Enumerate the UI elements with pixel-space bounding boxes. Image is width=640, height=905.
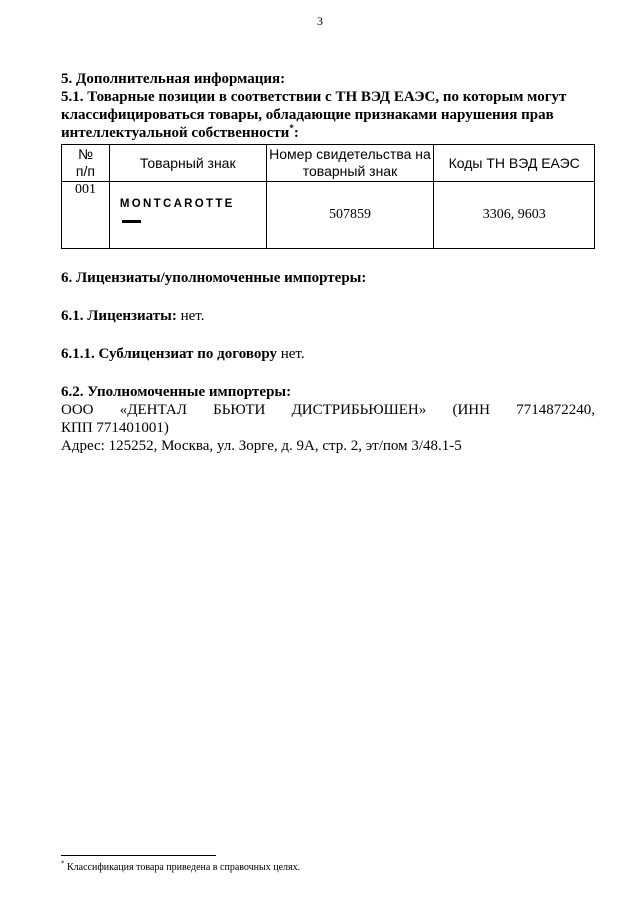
section-6-1-1-value: нет. [276,346,305,362]
trademark-logo-underline [122,220,141,223]
section-6-1-value: нет. [176,308,205,324]
section-6-1-1-label: 6.1.1. Сублицензиат по договору [61,346,277,362]
importer-line-1 [61,401,595,419]
tnved-codes: 3306, 9603 [434,182,595,249]
importer-word-5: (ИНН [452,402,490,418]
footnote-reference: * [289,123,294,133]
header-number-line-1: № [77,146,93,162]
section-5-1-line-3 [61,124,595,142]
page-number: 3 [317,14,323,28]
header-trademark: Товарный знак [109,145,266,182]
importer-word-4: ДИСТРИБЬЮШЕН» [291,402,427,418]
footnote-text: Классификация товара приведена в справочных целях. [64,862,301,873]
section-5-title: 5. Дополнительная информация: [61,71,286,87]
importer-word-6: 7714872240, [516,402,595,418]
table-row [62,182,595,249]
table-header-row [62,145,595,182]
trademark-table [61,144,595,249]
section-5-1-line-3-text: интеллектуальной собственности [61,125,290,141]
footnote-mark: * [61,859,65,868]
section-5-1-line-2: классифицироваться товары, обладающие признаками нарушения прав [61,107,554,123]
document-body [61,70,595,455]
importer-word-3: БЬЮТИ [213,402,266,418]
certificate-number: 507859 [266,182,434,249]
trademark-logo [109,182,266,249]
section-6-1-label: 6.1. Лицензиаты: [61,308,177,324]
section-6-2-title: 6.2. Уполномоченные импортеры: [61,384,292,400]
row-number: 001 [62,182,110,249]
header-certificate [266,145,434,182]
header-certificate-line-1: Номер свидетельства на [269,146,431,162]
header-number [62,145,110,182]
header-certificate-line-2: товарный знак [302,163,398,179]
section-5-1-line-1: 5.1. Товарные позиции в соответствии с ТН ВЭД ЕАЭС, по которым могут [61,89,567,105]
importer-line-2: КПП 771401001) [61,420,169,436]
section-6-1-1 [61,345,595,363]
importer-address: Адрес: 125252, Москва, ул. Зорге, д. 9А, стр. 2, эт/пом 3/48.1-5 [61,438,462,454]
trademark-logo-text: MONTCAROTTE [119,198,235,210]
footnote-divider [61,855,216,856]
section-6-1 [61,307,595,325]
section-5-1-colon: : [293,125,299,141]
importer-word-2: «ДЕНТАЛ [119,402,187,418]
section-6-title: 6. Лицензиаты/уполномоченные импортеры: [61,270,367,286]
footnote [61,859,301,873]
header-number-line-2: п/п [75,163,95,179]
header-codes: Коды ТН ВЭД ЕАЭС [434,145,595,182]
importer-word-1: ООО [61,402,94,418]
